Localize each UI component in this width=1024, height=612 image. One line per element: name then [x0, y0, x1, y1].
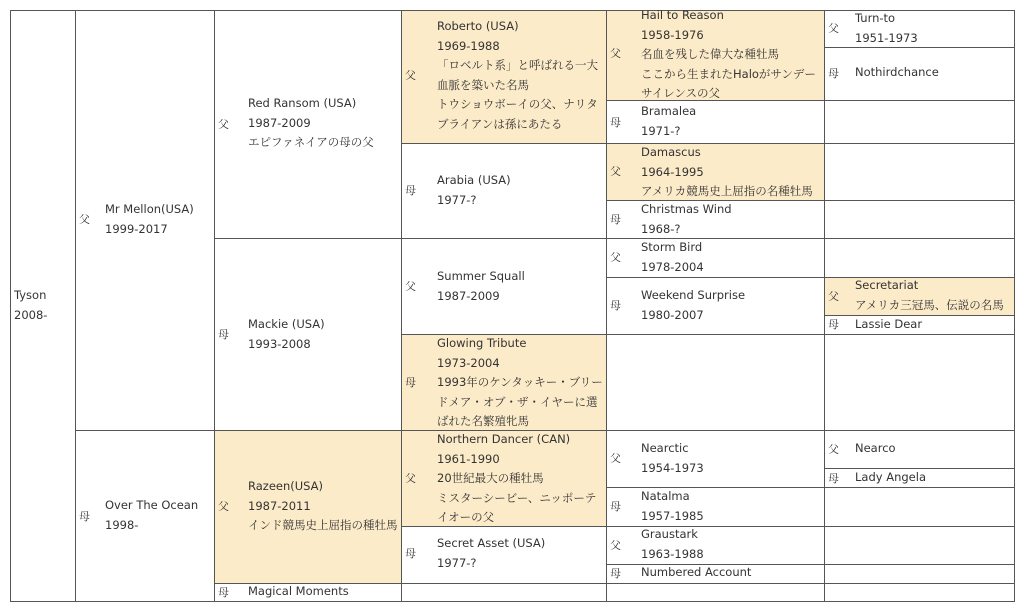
horse-name: Lady Angela: [855, 470, 926, 484]
sire-marker: 父: [610, 47, 621, 60]
horse-years: 1987-2009: [437, 288, 500, 303]
horse-note: ここから生まれたHaloがサンデー: [641, 66, 816, 81]
sire-marker: 父: [218, 118, 229, 131]
horse-years: 1969-1988: [437, 38, 500, 53]
horse-years: 1954-1973: [641, 460, 704, 475]
horse-razeen: [248, 477, 398, 536]
horse-years: 1980-2007: [641, 307, 704, 322]
dam-marker: 母: [610, 213, 621, 226]
horse-years: 1973-2004: [437, 355, 500, 370]
horse-turn-to: [855, 9, 918, 48]
dam-marker: 母: [828, 318, 839, 331]
horse-bramalea: [641, 102, 696, 141]
horse-note: 「ロベルト系」と呼ばれる一大: [437, 58, 598, 72]
sire-marker: 父: [405, 472, 416, 485]
horse-note: インド競馬史上屈指の種牡馬: [248, 518, 398, 532]
sire-marker: 父: [610, 165, 621, 178]
horse-name: Razeen(USA): [248, 479, 324, 493]
horse-note: ミスターシービー、ニッポーテ: [437, 490, 597, 505]
sire-marker: 父: [405, 280, 416, 293]
horse-hail-to-reason: [641, 6, 816, 104]
dam-marker: 母: [405, 376, 416, 389]
horse-name: Secret Asset (USA): [437, 536, 546, 550]
sire-marker: 父: [610, 251, 621, 264]
horse-summer-squall: [437, 267, 525, 306]
horse-natalma: [641, 487, 704, 526]
horse-name: Christmas Wind: [641, 202, 732, 216]
horse-name: Magical Moments: [248, 584, 349, 598]
horse-nearctic: [641, 439, 704, 478]
horse-name: Mackie (USA): [248, 317, 325, 331]
dam-marker: 母: [610, 116, 621, 129]
sire-marker: 父: [828, 22, 839, 35]
horse-secretariat: [855, 276, 1004, 315]
horse-years: 2008-: [14, 307, 48, 322]
dam-marker: 母: [218, 328, 229, 341]
horse-mackie: [248, 315, 325, 354]
horse-note: アメリカ競馬史上屈指の名種牡馬: [641, 184, 813, 198]
horse-years: 1961-1990: [437, 451, 500, 466]
horse-red-ransom: [248, 94, 374, 153]
sire-marker: 父: [610, 452, 621, 465]
horse-nearco: [855, 439, 896, 459]
horse-numbered-account: [641, 563, 751, 583]
horse-magical-moments: [248, 582, 349, 602]
horse-name: Tyson: [14, 288, 47, 302]
horse-years: 1977-?: [437, 192, 477, 207]
horse-name: Arabia (USA): [437, 173, 511, 187]
horse-note: エピファネイアの母の父: [248, 135, 374, 149]
horse-note: トウショウボーイの父、ナリタ: [437, 97, 598, 111]
horse-christmas-wind: [641, 200, 732, 239]
horse-note: サイレンスの父: [641, 86, 721, 100]
horse-name: Over The Ocean: [105, 498, 199, 512]
horse-name: Glowing Tribute: [437, 336, 527, 350]
horse-note: ばれた名繁殖牝馬: [437, 414, 529, 428]
horse-name: Damascus: [641, 145, 701, 159]
horse-northern-dancer: [437, 430, 596, 528]
horse-weekend-surprise: [641, 286, 745, 325]
horse-name: Red Ransom (USA): [248, 96, 357, 110]
horse-glowing-tribute: [437, 334, 603, 432]
horse-years: 1951-1973: [855, 30, 918, 45]
horse-name: Turn-to: [855, 11, 896, 25]
horse-damascus: [641, 143, 813, 202]
horse-years: 1963-1988: [641, 546, 704, 561]
horse-name: Summer Squall: [437, 269, 525, 283]
dam-marker: 母: [610, 299, 621, 312]
horse-note: 20世紀最大の種牡馬: [437, 471, 544, 485]
horse-name: Weekend Surprise: [641, 288, 746, 302]
horse-note: アメリカ三冠馬、伝説の名馬: [855, 297, 1004, 312]
horse-note: 1993年のケンタッキー・ブリー: [437, 375, 603, 389]
horse-mr-mellon: [105, 200, 194, 239]
horse-years: 1999-2017: [105, 221, 168, 236]
horse-name: Natalma: [641, 489, 690, 503]
horse-name: Hail to Reason: [641, 8, 724, 22]
dam-marker: 母: [405, 184, 416, 197]
horse-nothirdchance: [855, 63, 939, 83]
horse-tyson: [14, 286, 47, 325]
horse-years: 1987-2009: [248, 115, 311, 130]
horse-years: 1998-: [105, 517, 139, 532]
horse-years: 1968-?: [641, 221, 681, 236]
horse-years: 1964-1995: [641, 164, 704, 179]
horse-arabia: [437, 171, 511, 210]
sire-marker: 父: [828, 443, 839, 456]
horse-name: Bramalea: [641, 104, 697, 118]
horse-name: Secretariat: [855, 278, 919, 292]
horse-name: Nothirdchance: [855, 65, 939, 79]
dam-marker: 母: [828, 67, 839, 80]
sire-marker: 父: [405, 69, 416, 82]
horse-name: Northern Dancer (CAN): [437, 432, 571, 446]
horse-years: 1971-?: [641, 123, 681, 138]
horse-name: Roberto (USA): [437, 19, 519, 33]
dam-marker: 母: [828, 472, 839, 485]
horse-note: イオーの父: [437, 510, 495, 524]
horse-lassie-dear: [855, 315, 922, 335]
horse-roberto: [437, 17, 598, 134]
horse-note: 血脈を築いた名馬: [437, 77, 529, 92]
horse-name: Nearctic: [641, 441, 689, 455]
horse-note: 名血を残した偉大な種牡馬: [641, 47, 779, 61]
dam-marker: 母: [218, 586, 229, 599]
horse-years: 1978-2004: [641, 259, 704, 274]
horse-years: 1987-2011: [248, 498, 311, 513]
horse-note: ブライアンは孫にあたる: [437, 116, 563, 131]
horse-secret-asset: [437, 534, 545, 573]
dam-marker: 母: [610, 500, 621, 513]
horse-years: 1993-2008: [248, 336, 311, 351]
horse-lady-angela: [855, 468, 926, 488]
horse-storm-bird: [641, 238, 704, 277]
horse-name: Nearco: [855, 441, 896, 455]
horse-years: 1977-?: [437, 555, 477, 570]
horse-name: Numbered Account: [641, 565, 752, 579]
sire-marker: 父: [828, 290, 839, 303]
horse-name: Lassie Dear: [855, 317, 923, 331]
sire-marker: 父: [610, 539, 621, 552]
horse-name: Graustark: [641, 527, 698, 541]
dam-marker: 母: [610, 567, 621, 580]
horse-graustark: [641, 525, 704, 564]
horse-name: Mr Mellon(USA): [105, 202, 194, 216]
horse-name: Storm Bird: [641, 240, 703, 254]
horse-note: ドメア・オブ・ザ・イヤーに選: [437, 394, 598, 409]
horse-years: 1957-1985: [641, 508, 704, 523]
horse-over-the-ocean: [105, 496, 198, 535]
sire-marker: 父: [218, 500, 229, 513]
dam-marker: 母: [405, 547, 416, 560]
dam-marker: 母: [79, 510, 90, 523]
sire-marker: 父: [79, 213, 90, 226]
horse-years: 1958-1976: [641, 27, 704, 42]
